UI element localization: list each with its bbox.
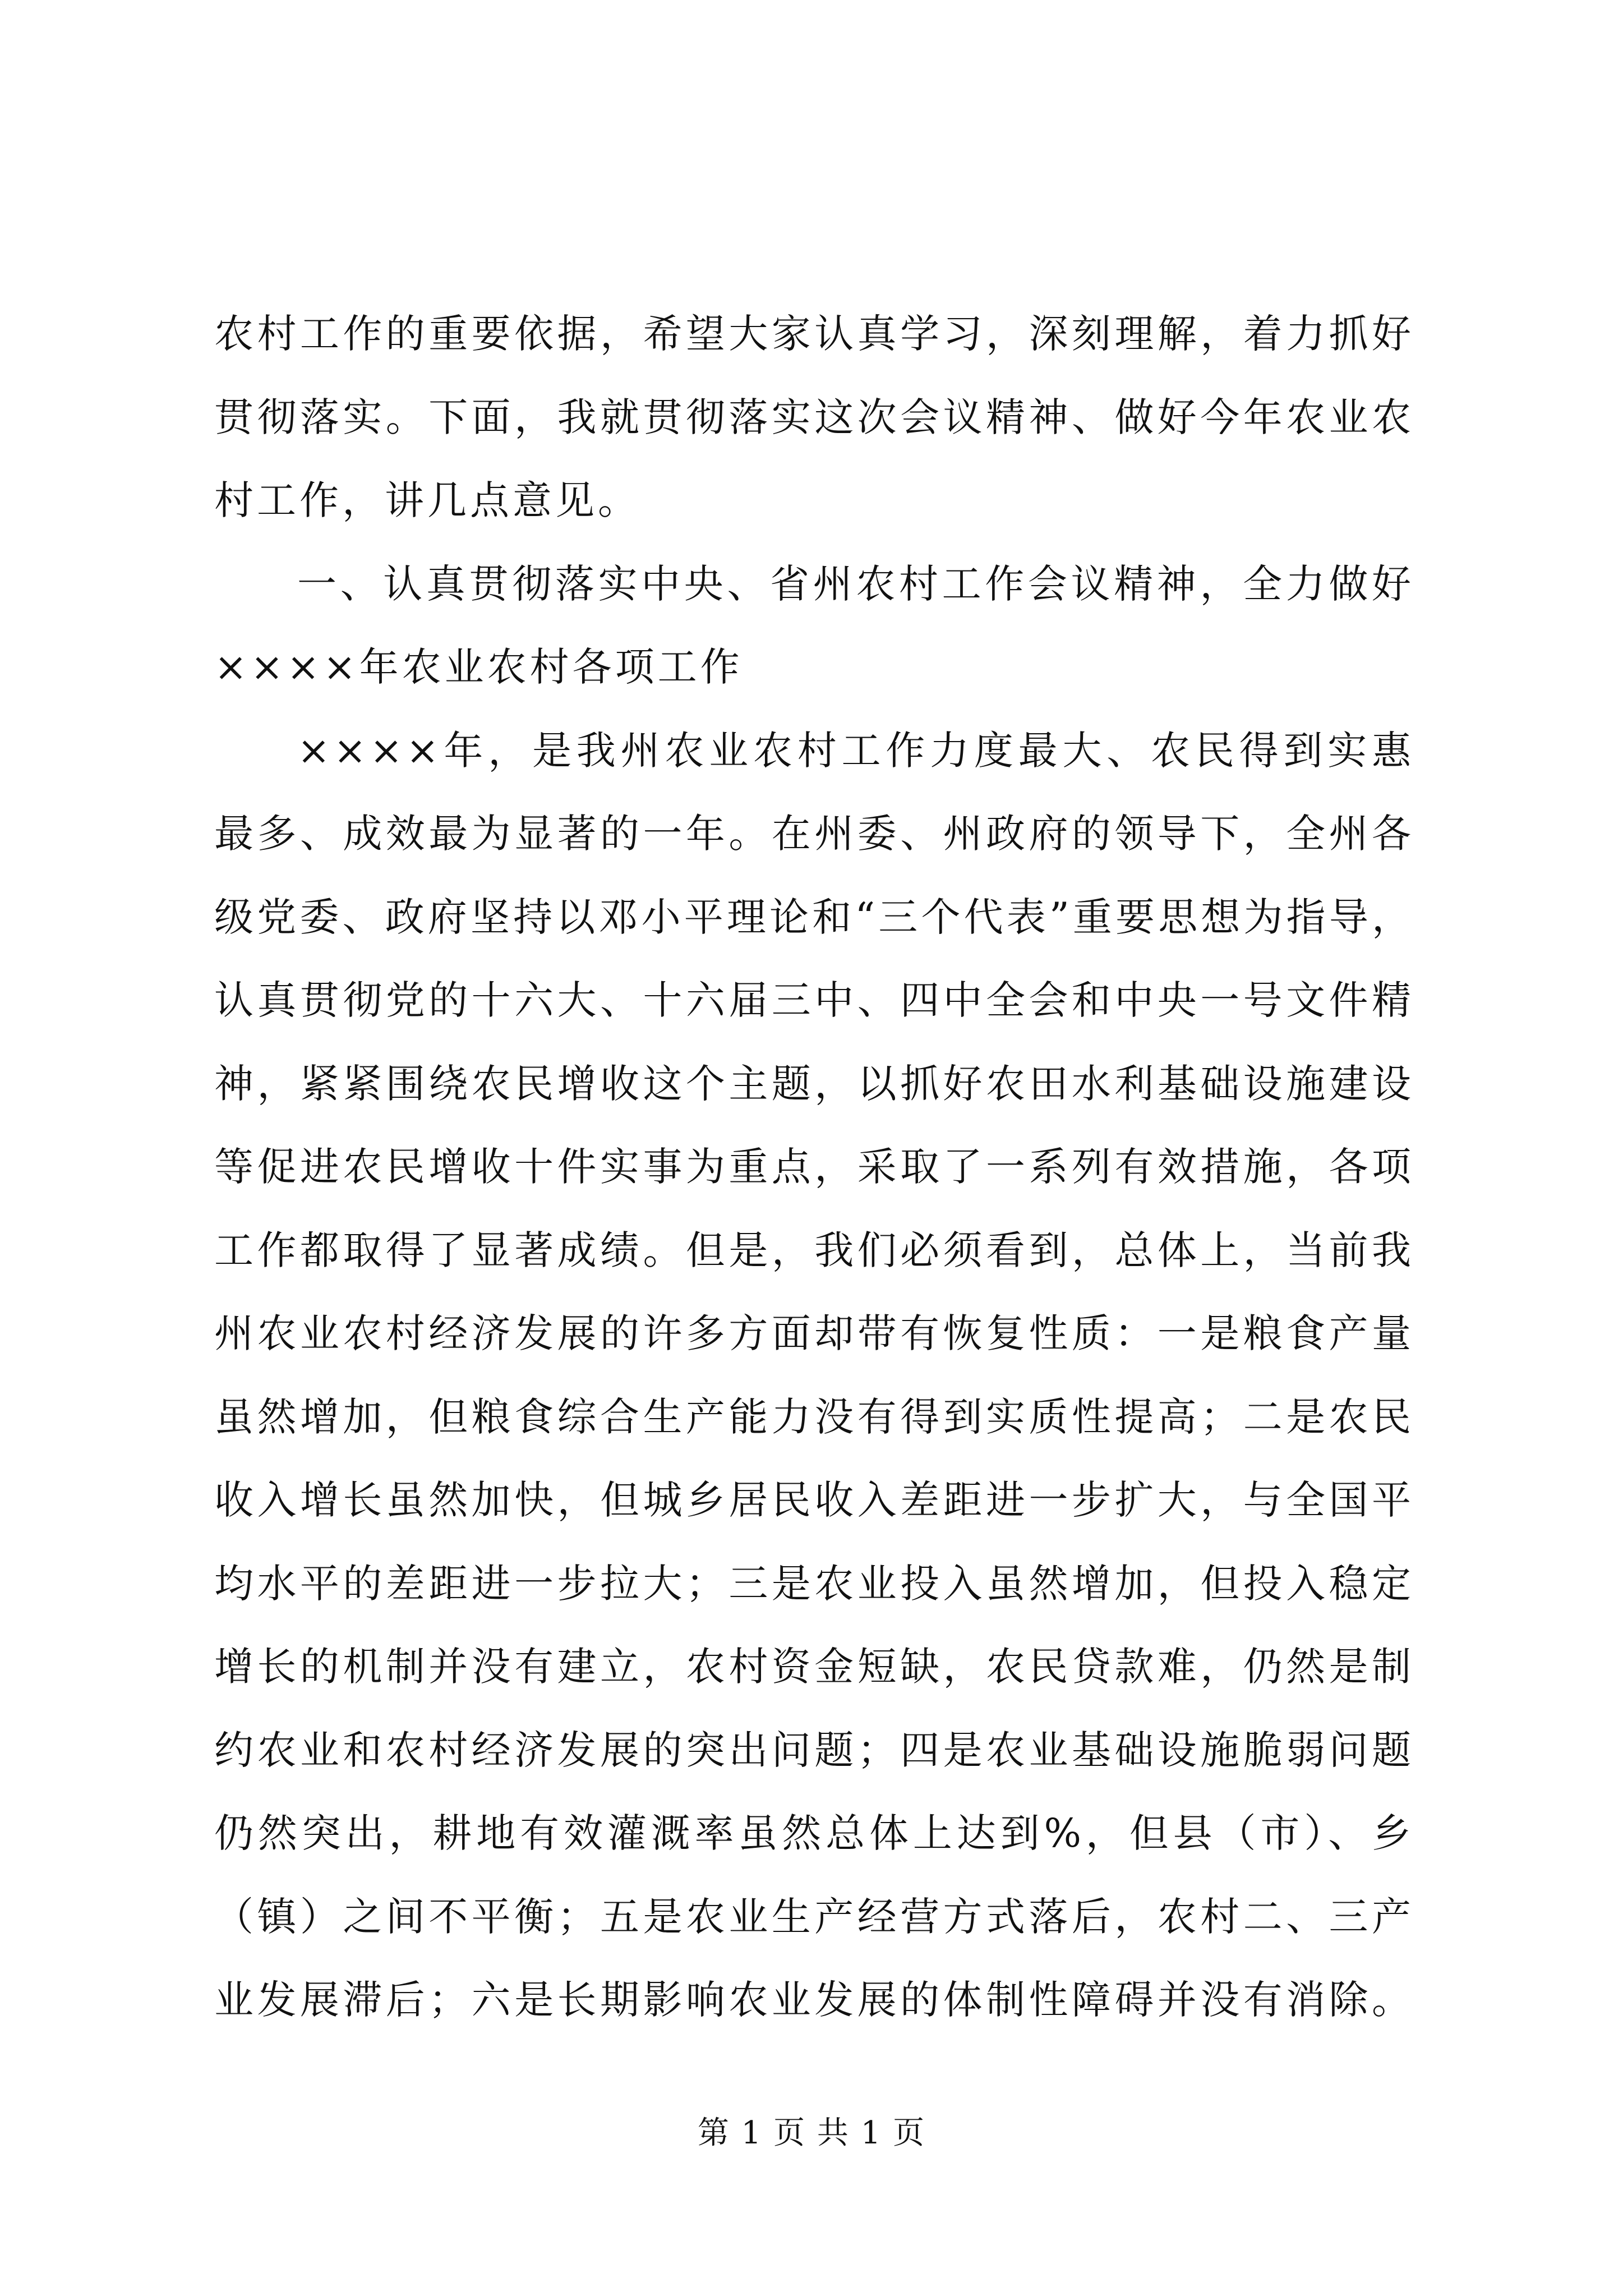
paragraph-line: （镇）之间不平衡；五是农业生产经营方式落后，农村二、三产	[214, 1894, 1414, 1940]
paragraph-line: 业发展滞后；六是长期影响农业发展的体制性障碍并没有消除。	[214, 1977, 1414, 2023]
section-heading-line: 一、认真贯彻落实中央、省州农村工作会议精神，全力做好	[297, 561, 1414, 607]
page-footer: 第 1 页 共 1 页	[697, 2115, 926, 2151]
paragraph-line: 仍然突出，耕地有效灌溉率虽然总体上达到%，但县（市）、乡	[214, 1810, 1414, 1856]
section-heading-line: ××××年农业农村各项工作	[214, 644, 743, 690]
paragraph-line: 工作都取得了显著成绩。但是，我们必须看到，总体上，当前我	[214, 1227, 1414, 1273]
paragraph-line: 收入增长虽然加快，但城乡居民收入差距进一步扩大，与全国平	[214, 1477, 1414, 1523]
paragraph-line: 均水平的差距进一步拉大；三是农业投入虽然增加，但投入稳定	[214, 1561, 1414, 1607]
paragraph-line: 等促进农民增收十件实事为重点，采取了一系列有效措施，各项	[214, 1144, 1414, 1190]
paragraph-line: 增长的机制并没有建立，农村资金短缺，农民贷款难，仍然是制	[214, 1644, 1414, 1690]
paragraph-line: 贯彻落实。下面，我就贯彻落实这次会议精神、做好今年农业农	[214, 394, 1414, 440]
paragraph-line: 村工作，讲几点意见。	[214, 477, 640, 523]
paragraph-line: 农村工作的重要依据，希望大家认真学习，深刻理解，着力抓好	[214, 311, 1414, 357]
paragraph-line: 神，紧紧围绕农民增收这个主题，以抓好农田水利基础设施建设	[214, 1061, 1414, 1107]
paragraph-line: ××××年，是我州农业农村工作力度最大、农民得到实惠	[297, 728, 1414, 774]
paragraph-line: 级党委、政府坚持以邓小平理论和“三个代表”重要思想为指导，	[214, 894, 1414, 940]
paragraph-line: 最多、成效最为显著的一年。在州委、州政府的领导下，全州各	[214, 811, 1414, 857]
paragraph-line: 约农业和农村经济发展的突出问题；四是农业基础设施脆弱问题	[214, 1727, 1414, 1773]
paragraph-line: 虽然增加，但粮食综合生产能力没有得到实质性提高；二是农民	[214, 1394, 1414, 1440]
paragraph-line: 州农业农村经济发展的许多方面却带有恢复性质：一是粮食产量	[214, 1310, 1414, 1356]
paragraph-line: 认真贯彻党的十六大、十六届三中、四中全会和中央一号文件精	[214, 977, 1414, 1023]
